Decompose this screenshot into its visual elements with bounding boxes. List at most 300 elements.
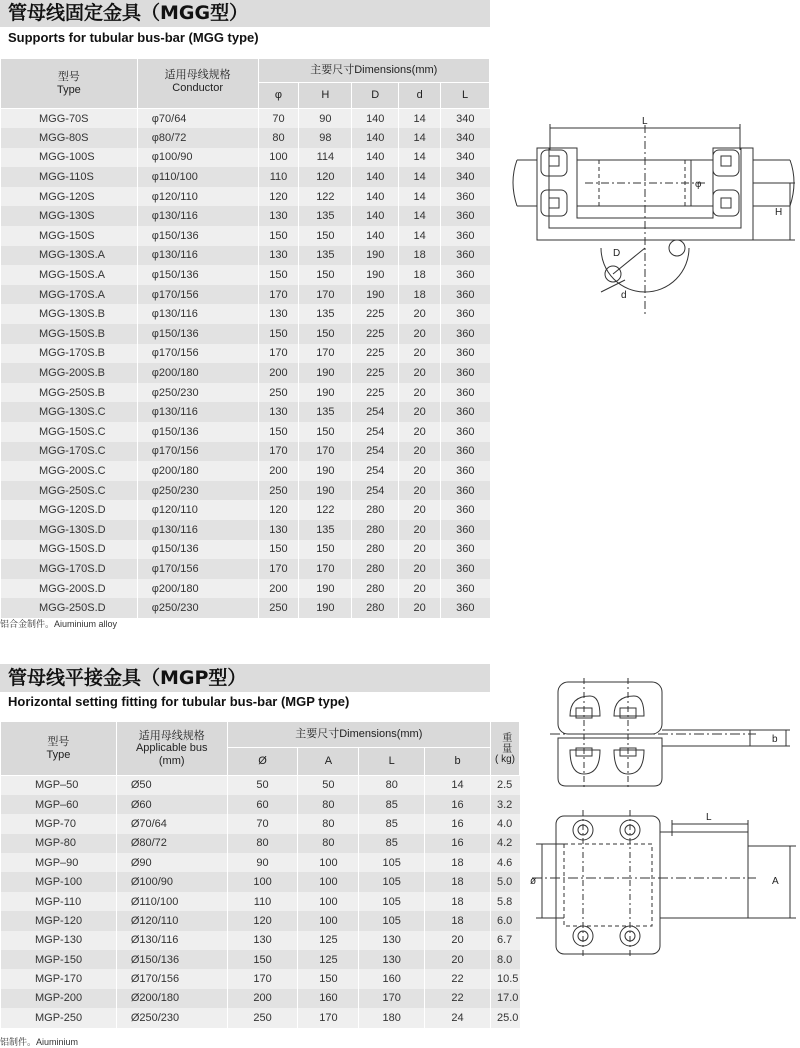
table-cell: 170 (258, 344, 299, 364)
table-cell: 360 (441, 324, 490, 344)
table-cell: MGP-200 (1, 989, 117, 1008)
table-cell: 70 (258, 109, 299, 129)
table-row (1, 481, 490, 501)
table-cell: 98 (299, 128, 352, 148)
table-row (1, 265, 490, 285)
table-cell: 200 (227, 989, 298, 1008)
col-dim-header: L (441, 83, 490, 109)
table-cell: 225 (352, 304, 399, 324)
table-cell: φ150/136 (137, 422, 258, 442)
table-row (1, 109, 490, 129)
table-cell: 360 (441, 383, 490, 403)
table-cell: 80 (359, 776, 425, 795)
table-cell: 14 (399, 226, 441, 246)
table-cell: φ120/110 (137, 187, 258, 207)
table-cell: 130 (258, 246, 299, 266)
table-cell: MGG-130S.D (1, 520, 138, 540)
table-cell: 25.0 (490, 1008, 519, 1027)
table-cell: 80 (227, 834, 298, 853)
mgg-diagram (505, 110, 800, 320)
table-cell: MGG-130S.A (1, 246, 138, 266)
mgg-spec-table (0, 58, 490, 618)
table-row (1, 206, 490, 226)
table-cell: 20 (399, 442, 441, 462)
table-cell: 100 (298, 872, 359, 891)
table-cell: 360 (441, 500, 490, 520)
table-cell: φ120/110 (137, 500, 258, 520)
table-cell: 140 (352, 148, 399, 168)
table-cell: MGP-110 (1, 892, 117, 911)
table-cell: 110 (227, 892, 298, 911)
table-cell: 254 (352, 442, 399, 462)
table-cell: 190 (299, 579, 352, 599)
dim-D-label: D (613, 248, 621, 259)
table-cell: 16 (425, 814, 491, 833)
table-cell: 135 (299, 402, 352, 422)
table-cell: 20 (399, 520, 441, 540)
col-weight-header: 重量 ( kg) (490, 722, 519, 776)
table-cell: 20 (399, 363, 441, 383)
table-cell: 150 (258, 540, 299, 560)
table-cell: 22 (425, 989, 491, 1008)
table-cell: 18 (425, 853, 491, 872)
table-cell: 170 (299, 442, 352, 462)
table-cell: 122 (299, 500, 352, 520)
table-cell: 280 (352, 598, 399, 618)
table-cell: 190 (299, 481, 352, 501)
table-cell: 190 (352, 285, 399, 305)
table-cell: 8.0 (490, 950, 519, 969)
table-cell: 190 (299, 383, 352, 403)
table-cell: 20 (399, 481, 441, 501)
table-cell: 160 (298, 989, 359, 1008)
table-cell: 18 (399, 246, 441, 266)
table-cell: φ130/116 (137, 402, 258, 422)
table-cell: 14 (399, 148, 441, 168)
table-cell: φ130/116 (137, 520, 258, 540)
table-cell: MGG-70S (1, 109, 138, 129)
table-cell: 120 (299, 167, 352, 187)
table-cell: 360 (441, 579, 490, 599)
table-row (1, 187, 490, 207)
table-cell: 200 (258, 579, 299, 599)
section2-title: 管母线平接金具（MGP型） (0, 664, 490, 692)
section1-note: 铝合金制件。Aiuminium alloy (0, 619, 118, 629)
table-row (1, 969, 520, 988)
table-row (1, 442, 490, 462)
table-cell: 280 (352, 520, 399, 540)
table-cell: Ø50 (116, 776, 227, 795)
table-cell: 6.7 (490, 931, 519, 950)
dim-phi-label: φ (695, 179, 702, 190)
table-cell: 280 (352, 500, 399, 520)
table-cell: 4.2 (490, 834, 519, 853)
table-cell: 225 (352, 324, 399, 344)
table-cell: Ø60 (116, 795, 227, 814)
table-cell: MGG-150S.C (1, 422, 138, 442)
table-cell: φ150/136 (137, 226, 258, 246)
table-cell: 360 (441, 402, 490, 422)
table-cell: 150 (299, 265, 352, 285)
table-row (1, 422, 490, 442)
section1-subtitle: Supports for tubular bus-bar (MGG type) (8, 30, 259, 45)
table-cell: 20 (399, 540, 441, 560)
col-dim-header: φ (258, 83, 299, 109)
table-cell: φ130/116 (137, 206, 258, 226)
table-cell: MGG-120S (1, 187, 138, 207)
mgp-plan-diagram (528, 808, 800, 958)
table-cell: φ70/64 (137, 109, 258, 129)
table-cell: 20 (399, 422, 441, 442)
col-bus-header: 适用母线规格 Applicable bus (mm) (116, 722, 227, 776)
table-cell: 360 (441, 598, 490, 618)
table-cell: 280 (352, 559, 399, 579)
table-cell: MGG-200S.D (1, 579, 138, 599)
table-cell: 150 (258, 226, 299, 246)
table-cell: MGG-200S.C (1, 461, 138, 481)
table-cell: MGP-250 (1, 1008, 117, 1027)
table-cell: 105 (359, 911, 425, 930)
table-cell: 20 (399, 598, 441, 618)
table-row (1, 853, 520, 872)
table-cell: Ø200/180 (116, 989, 227, 1008)
table-cell: 50 (298, 776, 359, 795)
table-cell: 170 (299, 344, 352, 364)
table-cell: 18 (425, 911, 491, 930)
table-row (1, 911, 520, 930)
table-cell: 150 (299, 422, 352, 442)
table-cell: MGG-130S.B (1, 304, 138, 324)
col-dim-header: L (359, 748, 425, 776)
table-cell: MGP-130 (1, 931, 117, 950)
table-cell: MGG-170S.C (1, 442, 138, 462)
table-cell: 340 (441, 148, 490, 168)
table-row (1, 931, 520, 950)
table-cell: 280 (352, 540, 399, 560)
table-cell: 14 (399, 128, 441, 148)
table-cell: 360 (441, 246, 490, 266)
dim-d-label: d (621, 290, 627, 301)
table-cell: φ80/72 (137, 128, 258, 148)
table-cell: 360 (441, 442, 490, 462)
table-cell: 110 (258, 167, 299, 187)
table-row (1, 814, 520, 833)
table-cell: 125 (298, 931, 359, 950)
table-cell: φ170/156 (137, 344, 258, 364)
table-cell: 250 (258, 481, 299, 501)
table-cell: Ø150/136 (116, 950, 227, 969)
table-cell: 190 (299, 363, 352, 383)
table-cell: 170 (299, 559, 352, 579)
table-cell: Ø90 (116, 853, 227, 872)
table-cell: 360 (441, 226, 490, 246)
table-cell: φ170/156 (137, 559, 258, 579)
table-row (1, 226, 490, 246)
table-cell: 80 (258, 128, 299, 148)
table-cell: 225 (352, 363, 399, 383)
table-cell: Ø100/90 (116, 872, 227, 891)
col-type-header: 型号 Type (1, 59, 138, 109)
table-cell: 130 (359, 950, 425, 969)
table-cell: 100 (298, 911, 359, 930)
table-cell: MGP-70 (1, 814, 117, 833)
table-cell: 90 (227, 853, 298, 872)
table-cell: 18 (399, 265, 441, 285)
table-cell: 80 (298, 834, 359, 853)
table-cell: MGG-250S.D (1, 598, 138, 618)
table-cell: 16 (425, 795, 491, 814)
col-dim-header: b (425, 748, 491, 776)
table-cell: 254 (352, 402, 399, 422)
table-cell: φ150/136 (137, 324, 258, 344)
table-cell: 70 (227, 814, 298, 833)
col-dim-header: Ø (227, 748, 298, 776)
table-cell: MGG-200S.B (1, 363, 138, 383)
table-cell: 150 (298, 969, 359, 988)
table-row (1, 989, 520, 1008)
table-row (1, 363, 490, 383)
table-cell: 4.6 (490, 853, 519, 872)
table-cell: 3.2 (490, 795, 519, 814)
table-cell: 122 (299, 187, 352, 207)
table-cell: MGP-170 (1, 969, 117, 988)
table-cell: 130 (258, 402, 299, 422)
table-cell: 170 (227, 969, 298, 988)
table-cell: 90 (299, 109, 352, 129)
table-cell: 20 (399, 304, 441, 324)
table-cell: 150 (258, 324, 299, 344)
table-cell: 10.5 (490, 969, 519, 988)
table-cell: 17.0 (490, 989, 519, 1008)
table-cell: 2.5 (490, 776, 519, 795)
table-cell: MGG-150S.A (1, 265, 138, 285)
col-dim-header: H (299, 83, 352, 109)
table-cell: 100 (227, 872, 298, 891)
table-row (1, 128, 490, 148)
col-dim-header: A (298, 748, 359, 776)
mgp-side-diagram (550, 678, 800, 790)
table-cell: 360 (441, 422, 490, 442)
table-cell: 360 (441, 363, 490, 383)
dim-L-label: L (706, 812, 712, 823)
table-cell: 150 (299, 226, 352, 246)
table-row (1, 246, 490, 266)
table-cell: 20 (399, 383, 441, 403)
table-cell: 190 (299, 598, 352, 618)
table-cell: 254 (352, 481, 399, 501)
table-cell: 130 (258, 520, 299, 540)
table-cell: 105 (359, 892, 425, 911)
table-cell: φ110/100 (137, 167, 258, 187)
table-row (1, 167, 490, 187)
table-row (1, 148, 490, 168)
table-cell: 20 (425, 950, 491, 969)
col-dim-header: d (399, 83, 441, 109)
section1-title: 管母线固定金具（MGG型） (0, 0, 490, 27)
table-cell: 140 (352, 109, 399, 129)
table-cell: MGG-250S.C (1, 481, 138, 501)
section2-note: 铝制件。Aiuminium (0, 1037, 79, 1047)
table-row (1, 892, 520, 911)
table-cell: 22 (425, 969, 491, 988)
table-row (1, 344, 490, 364)
table-cell: MGP–90 (1, 853, 117, 872)
table-cell: φ200/180 (137, 461, 258, 481)
col-conductor-header: 适用母线规格 Conductor (137, 59, 258, 109)
table-cell: 360 (441, 285, 490, 305)
table-cell: 170 (299, 285, 352, 305)
section2-subtitle: Horizontal setting fitting for tubular bus-bar (MGP type) (8, 694, 350, 709)
table-cell: 140 (352, 226, 399, 246)
table-cell: 18 (399, 285, 441, 305)
col-dimensions-header: 主要尺寸Dimensions(mm) (227, 722, 490, 748)
table-cell: 16 (425, 834, 491, 853)
table-row (1, 540, 490, 560)
table-row (1, 872, 520, 891)
table-cell: MGP–60 (1, 795, 117, 814)
table-cell: 180 (359, 1008, 425, 1027)
col-dimensions-header: 主要尺寸Dimensions(mm) (258, 59, 489, 83)
table-cell: 340 (441, 167, 490, 187)
table-cell: 6.0 (490, 911, 519, 930)
table-cell: 130 (258, 206, 299, 226)
table-cell: φ130/116 (137, 304, 258, 324)
table-cell: 150 (227, 950, 298, 969)
table-row (1, 950, 520, 969)
table-cell: 200 (258, 461, 299, 481)
table-row (1, 579, 490, 599)
table-cell: 225 (352, 383, 399, 403)
table-cell: 280 (352, 579, 399, 599)
mgp-spec-table (0, 721, 520, 1028)
table-row (1, 304, 490, 324)
table-cell: φ100/90 (137, 148, 258, 168)
table-cell: 135 (299, 304, 352, 324)
table-cell: 20 (399, 579, 441, 599)
table-cell: Ø80/72 (116, 834, 227, 853)
table-cell: MGG-170S.D (1, 559, 138, 579)
table-cell: 140 (352, 128, 399, 148)
col-dim-header: D (352, 83, 399, 109)
table-cell: φ150/136 (137, 540, 258, 560)
table-cell: 24 (425, 1008, 491, 1027)
table-cell: 100 (258, 148, 299, 168)
table-cell: MGG-120S.D (1, 500, 138, 520)
table-cell: 105 (359, 872, 425, 891)
table-cell: 4.0 (490, 814, 519, 833)
table-cell: 140 (352, 206, 399, 226)
table-cell: 80 (298, 795, 359, 814)
table-row (1, 520, 490, 540)
table-cell: 250 (227, 1008, 298, 1027)
table-cell: φ200/180 (137, 363, 258, 383)
table-cell: Ø120/110 (116, 911, 227, 930)
table-cell: Ø250/230 (116, 1008, 227, 1027)
table-cell: MGG-80S (1, 128, 138, 148)
table-cell: 190 (299, 461, 352, 481)
table-cell: Ø110/100 (116, 892, 227, 911)
table-row (1, 383, 490, 403)
table-cell: MGP-150 (1, 950, 117, 969)
table-cell: 225 (352, 344, 399, 364)
table-cell: 360 (441, 559, 490, 579)
table-cell: Ø170/156 (116, 969, 227, 988)
table-cell: 14 (399, 167, 441, 187)
table-cell: 360 (441, 540, 490, 560)
table-cell: 360 (441, 461, 490, 481)
table-cell: 14 (425, 776, 491, 795)
table-cell: 5.8 (490, 892, 519, 911)
table-row (1, 285, 490, 305)
table-cell: MGG-150S.B (1, 324, 138, 344)
table-cell: 125 (298, 950, 359, 969)
table-cell: 254 (352, 422, 399, 442)
table-cell: 360 (441, 265, 490, 285)
table-cell: 20 (399, 461, 441, 481)
table-cell: 190 (352, 246, 399, 266)
table-cell: 150 (299, 540, 352, 560)
table-cell: MGG-130S (1, 206, 138, 226)
dim-phi-label: ø (530, 876, 537, 887)
table-cell: φ130/116 (137, 246, 258, 266)
table-row (1, 1008, 520, 1027)
table-row (1, 402, 490, 422)
table-cell: 190 (352, 265, 399, 285)
table-cell: 170 (298, 1008, 359, 1027)
table-cell: 135 (299, 246, 352, 266)
dim-L-label: L (642, 116, 648, 127)
dim-b-label: b (772, 734, 778, 745)
table-cell: 170 (258, 559, 299, 579)
table-cell: 20 (425, 931, 491, 950)
table-cell: 170 (359, 989, 425, 1008)
table-cell: 254 (352, 461, 399, 481)
table-cell: MGG-250S.B (1, 383, 138, 403)
table-cell: 135 (299, 206, 352, 226)
table-cell: φ250/230 (137, 598, 258, 618)
table-cell: 14 (399, 206, 441, 226)
table-cell: 18 (425, 872, 491, 891)
table-cell: 60 (227, 795, 298, 814)
dim-A-label: A (772, 876, 779, 887)
table-row (1, 795, 520, 814)
table-cell: 85 (359, 795, 425, 814)
table-cell: 150 (299, 324, 352, 344)
table-row (1, 598, 490, 618)
table-cell: 85 (359, 814, 425, 833)
table-cell: 360 (441, 187, 490, 207)
table-cell: 20 (399, 344, 441, 364)
table-cell: 120 (258, 187, 299, 207)
table-cell: 85 (359, 834, 425, 853)
table-cell: 20 (399, 402, 441, 422)
table-cell: 114 (299, 148, 352, 168)
table-cell: 170 (258, 285, 299, 305)
table-cell: 18 (425, 892, 491, 911)
dim-H-label: H (775, 207, 783, 218)
table-row (1, 324, 490, 344)
col-type-header: 型号 Type (1, 722, 117, 776)
table-cell: φ170/156 (137, 285, 258, 305)
table-cell: 20 (399, 324, 441, 344)
table-cell: 14 (399, 187, 441, 207)
table-cell: 170 (258, 442, 299, 462)
table-cell: 340 (441, 128, 490, 148)
table-cell: 340 (441, 109, 490, 129)
table-cell: MGP-80 (1, 834, 117, 853)
table-cell: φ170/156 (137, 442, 258, 462)
table-cell: 130 (359, 931, 425, 950)
